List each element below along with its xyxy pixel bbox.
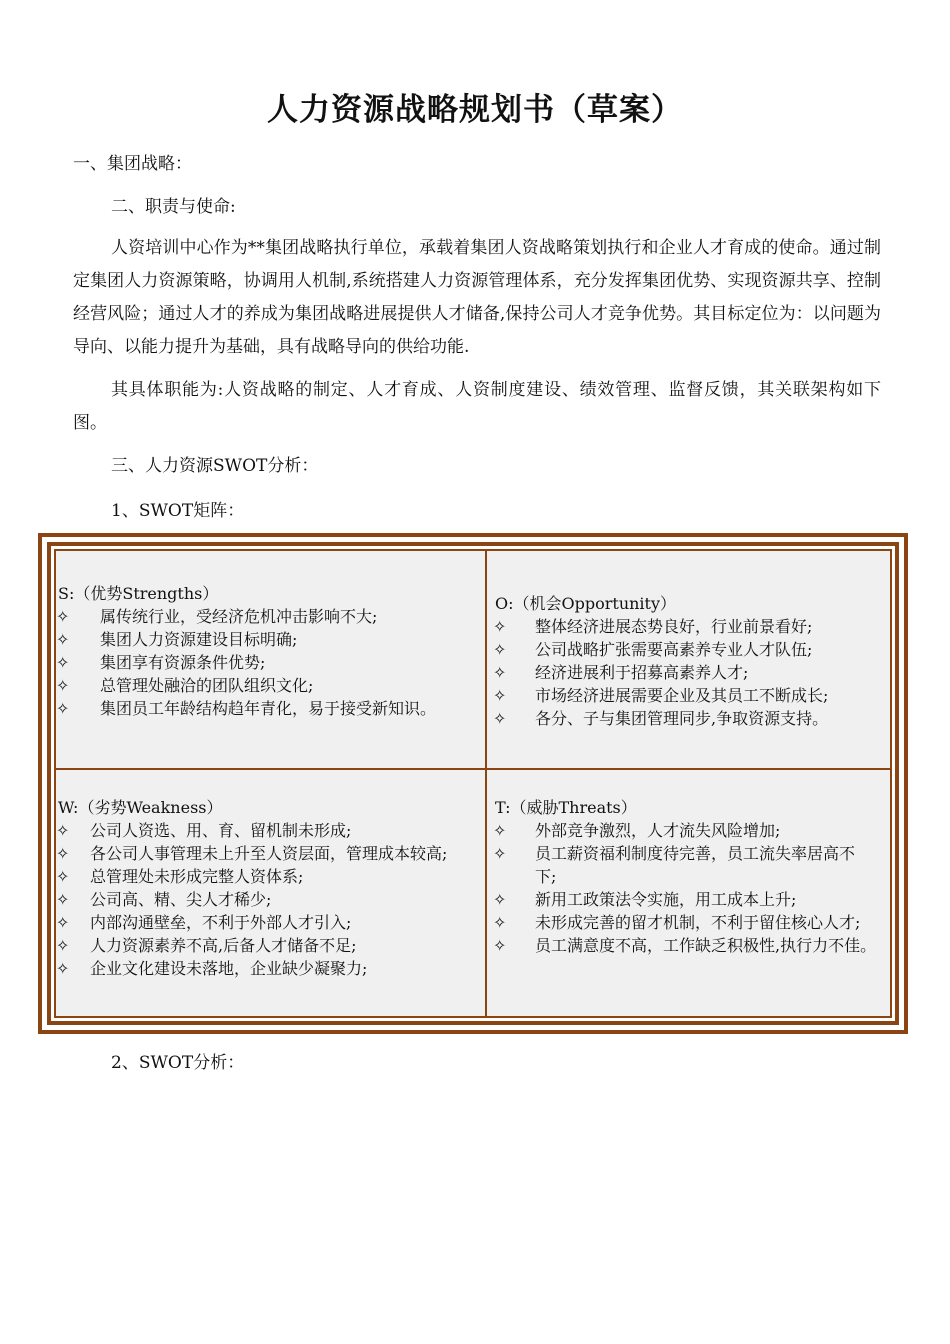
diamond-bullet-icon: ✧ (56, 653, 70, 672)
subheading-swot-matrix: 1、SWOT矩阵： (111, 501, 245, 521)
diamond-bullet-icon: ✧ (493, 844, 507, 863)
diamond-bullet-icon: ✧ (56, 821, 70, 840)
section-heading-mission: 二、职责与使命: (111, 197, 236, 217)
mission-paragraph: 人资培训中心作为**集团战略执行单位，承载着集团人资战略策划执行和企业人才育成的使命。通过制定集团人力资源策略，协调用人机制,系统搭建人力资源管理体系，充分发挥集团优势、实现资源共享、控制经营风险；通过人才的养成为集团战略进展提供人才储备,保持公司人才竞争优势。其目标定位为：以问题为导向、以能力提升为基础，具有战略导向的供给功能. (73, 238, 881, 357)
list-item: ✧ 各公司人事管理未上升至人资层面，管理成本较高; (56, 844, 448, 863)
diamond-bullet-icon: ✧ (56, 844, 70, 863)
swot-weaknesses-cell (56, 770, 487, 1016)
diamond-bullet-icon: ✧ (493, 913, 507, 932)
list-item: ✧ 公司人资选、用、育、留机制未形成; (56, 821, 352, 840)
opportunities-list (493, 615, 888, 730)
functions-paragraph: 其具体职能为:人资战略的制定、人才育成、人资制度建设、绩效管理、监督反馈，其关联架构如下图。 (73, 380, 881, 433)
diamond-bullet-icon: ✧ (56, 630, 70, 649)
diamond-bullet-icon: ✧ (56, 936, 70, 955)
swot-matrix (54, 549, 904, 1018)
list-item: ✧ 总管理处融洽的团队组织文化; (56, 676, 314, 695)
section-heading-strategy: 一、集团战略： (73, 154, 192, 174)
list-item: ✧ 市场经济进展需要企业及其员工不断成长; (493, 686, 829, 705)
strengths-heading: S:（优势Strengths） (58, 584, 219, 603)
diamond-bullet-icon: ✧ (56, 607, 70, 626)
document-title: 人力资源战略规划书（草案） (267, 92, 683, 128)
strengths-list (56, 605, 481, 720)
weaknesses-heading: W:（劣势Weakness） (58, 798, 223, 817)
swot-opportunities-cell (487, 551, 890, 770)
subheading-swot-analysis: 2、SWOT分析： (111, 1053, 245, 1073)
list-item: ✧ 属传统行业，受经济危机冲击影响不大; (56, 607, 378, 626)
diamond-bullet-icon: ✧ (56, 676, 70, 695)
swot-matrix-inner-frame (47, 542, 904, 1025)
diamond-bullet-icon: ✧ (56, 867, 70, 886)
list-item: ✧ 集团人力资源建设目标明确; (56, 630, 298, 649)
list-item: ✧ 公司战略扩张需要高素养专业人才队伍; (493, 640, 813, 659)
diamond-bullet-icon: ✧ (493, 890, 507, 909)
list-item: ✧ 员工满意度不高，工作缺乏积极性,执行力不佳。 (493, 936, 877, 955)
list-item: ✧ 公司高、精、尖人才稀少; (56, 890, 272, 909)
list-item: ✧ 员工薪资福利制度待完善，员工流失率居高不 下; (493, 844, 904, 886)
list-item: ✧ 集团享有资源条件优势; (56, 653, 266, 672)
diamond-bullet-icon: ✧ (56, 913, 70, 932)
list-item: ✧ 未形成完善的留才机制，不利于留住核心人才; (493, 913, 861, 932)
swot-matrix-frame (38, 533, 908, 1034)
list-item: ✧ 新用工政策法令实施，用工成本上升; (493, 890, 797, 909)
diamond-bullet-icon: ✧ (56, 699, 70, 718)
list-item: ✧ 经济进展利于招募高素养人才; (493, 663, 749, 682)
list-item: ✧ 整体经济进展态势良好，行业前景看好; (493, 617, 813, 636)
section-heading-swot: 三、人力资源SWOT分析： (111, 456, 319, 476)
threats-list (493, 819, 904, 957)
list-item: ✧ 各分、子与集团管理同步,争取资源支持。 (493, 709, 829, 728)
threats-heading: T:（威胁Threats） (495, 798, 637, 817)
diamond-bullet-icon: ✧ (493, 709, 507, 728)
diamond-bullet-icon: ✧ (493, 640, 507, 659)
diamond-bullet-icon: ✧ (493, 821, 507, 840)
diamond-bullet-icon: ✧ (56, 890, 70, 909)
list-item: ✧ 企业文化建设未落地，企业缺少凝聚力; (56, 959, 368, 978)
diamond-bullet-icon: ✧ (56, 959, 70, 978)
diamond-bullet-icon: ✧ (493, 617, 507, 636)
list-item: ✧ 内部沟通壁垒，不利于外部人才引入; (56, 913, 352, 932)
swot-strengths-cell (56, 551, 487, 770)
opportunities-heading: O:（机会Opportunity） (495, 594, 677, 613)
diamond-bullet-icon: ✧ (493, 686, 507, 705)
list-item: ✧ 人力资源素养不高,后备人才储备不足; (56, 936, 357, 955)
list-item: ✧ 外部竞争激烈，人才流失风险增加; (493, 821, 781, 840)
diamond-bullet-icon: ✧ (493, 663, 507, 682)
swot-threats-cell (487, 770, 904, 1016)
diamond-bullet-icon: ✧ (493, 936, 507, 955)
weaknesses-list (56, 819, 481, 980)
list-item: ✧ 总管理处未形成完整人资体系; (56, 867, 304, 886)
list-item: ✧ 集团员工年龄结构趋年青化，易于接受新知识。 (56, 699, 437, 718)
